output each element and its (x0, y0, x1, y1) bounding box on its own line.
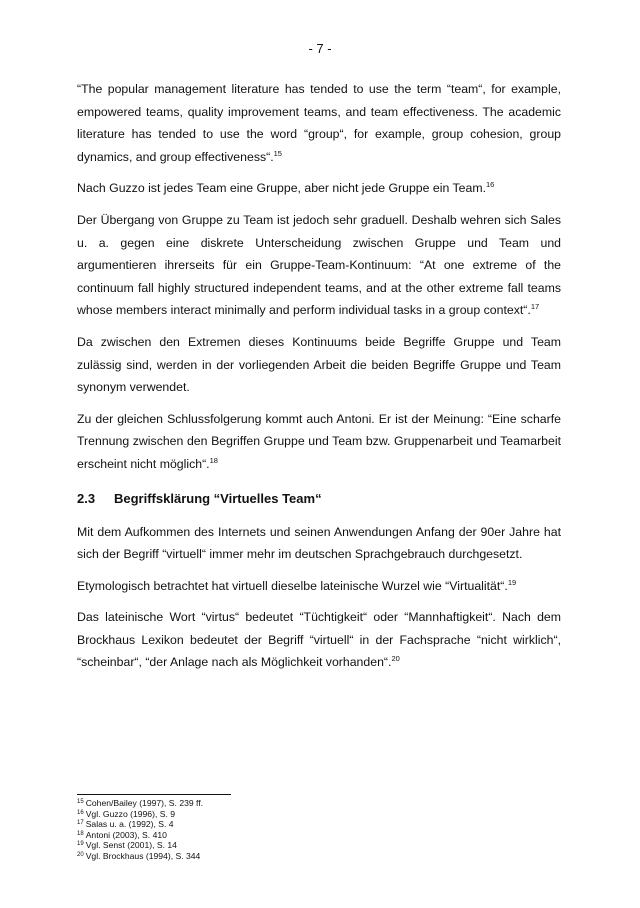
footnote-text: Vgl. Senst (2001), S. 14 (85, 840, 177, 851)
footnote-number: 16 (77, 809, 84, 816)
paragraph-text: Etymologisch betrachtet hat virtuell dieselbe lateinische Wurzel wie “Virtualität“. (77, 578, 508, 593)
paragraph-etymology (77, 575, 561, 598)
footnote (77, 851, 377, 862)
footnote-text: Antoni (2003), S. 410 (85, 829, 167, 840)
footnote-ref: 20 (391, 654, 400, 664)
footnote-ref: 19 (507, 577, 517, 587)
footnote-text: Vgl. Guzzo (1996), S. 9 (85, 808, 176, 819)
paragraph-text: Der Übergang von Gruppe zu Team ist jedoch sehr graduell. Deshalb wehren sich Sales u. a. gegen eine diskrete Unterscheidung zwischen Gruppe und Team und argumentieren ihrerseits für ein Gruppe-Team-Kontinuum: “At one extreme of the continuum fall highly structured independent teams, and at the other extreme fall teams whose members interact minimally and perform individual tasks in a group context“. (77, 212, 561, 318)
footnotes (77, 798, 377, 862)
paragraph-virtus (77, 606, 561, 674)
footnote-ref: 15 (273, 148, 282, 158)
footnote (77, 819, 377, 830)
paragraph-text: Das lateinische Wort “virtus“ bedeutet “Tüchtigkeit“ oder “Mannhaftigkeit“. Nach dem Brockhaus Lexikon bedeutet der Begriff “virtuell“ in der Fachsprache “nicht wirklich“, “scheinbar“, “der Anlage nach als Möglichkeit vorhanden“. (77, 610, 561, 670)
footnote-ref: 17 (530, 302, 540, 312)
paragraph-text: Da zwischen den Extremen dieses Kontinuums beide Begriffe Gruppe und Team zulässig sind, werden in der vorliegenden Arbeit die beiden Begriffe Gruppe und Team synonym verwendet. (77, 334, 561, 395)
footnote-text: Salas u. a. (1992), S. 4 (85, 819, 174, 830)
section-title: Begriffsklärung “Virtuelles Team“ (114, 490, 322, 506)
paragraph-internet (77, 521, 561, 566)
body-text (77, 78, 561, 683)
paragraph-text: Nach Guzzo ist jedes Team eine Gruppe, aber nicht jede Gruppe ein Team. (77, 181, 486, 196)
footnote-text: Vgl. Brockhaus (1994), S. 344 (85, 850, 201, 861)
footnote (77, 809, 377, 820)
section-heading (77, 489, 561, 509)
footnote-text: Cohen/Bailey (1997), S. 239 ff. (85, 798, 204, 808)
paragraph-guzzo (77, 177, 561, 200)
footnote-number: 19 (77, 841, 84, 848)
paragraph-group-team-continuum (77, 209, 561, 322)
footnote-number: 20 (77, 851, 84, 858)
paragraph-antoni (77, 408, 561, 476)
footnote-ref: 16 (486, 180, 495, 190)
paragraph-synonym-usage (77, 331, 561, 399)
footnote-ref: 18 (209, 455, 218, 465)
footnote-number: 18 (77, 830, 84, 837)
footnote-number: 15 (77, 799, 84, 805)
footnote (77, 840, 377, 851)
paragraph-text: Zu der gleichen Schlussfolgerung kommt auch Antoni. Er ist der Meinung: “Eine scharfe Trennung zwischen den Begriffen Gruppe und Team bzw. Gruppenarbeit und Teamarbeit erscheint nicht möglich“. (77, 411, 561, 471)
paragraph-text: “The popular management literature has tended to use the term “team“, for example, empowered teams, quality improvement teams, and team effectiveness. The academic literature has tended to use the word “group“, for example, group cohesion, group dynamics, and group effectiveness“. (77, 82, 561, 164)
footnote-divider (77, 794, 231, 795)
paragraph-quote-cohen-bailey (77, 78, 561, 168)
page-number: - 7 - (308, 41, 332, 56)
section-number: 2.3 (77, 490, 96, 506)
footnote-number: 17 (77, 820, 84, 827)
footnote (77, 798, 377, 809)
paragraph-text: Mit dem Aufkommen des Internets und seinen Anwendungen Anfang der 90er Jahre hat sich der Begriff “virtuell“ immer mehr im deutschen Sprachgebrauch durchgesetzt. (77, 524, 561, 562)
footnote (77, 830, 377, 841)
